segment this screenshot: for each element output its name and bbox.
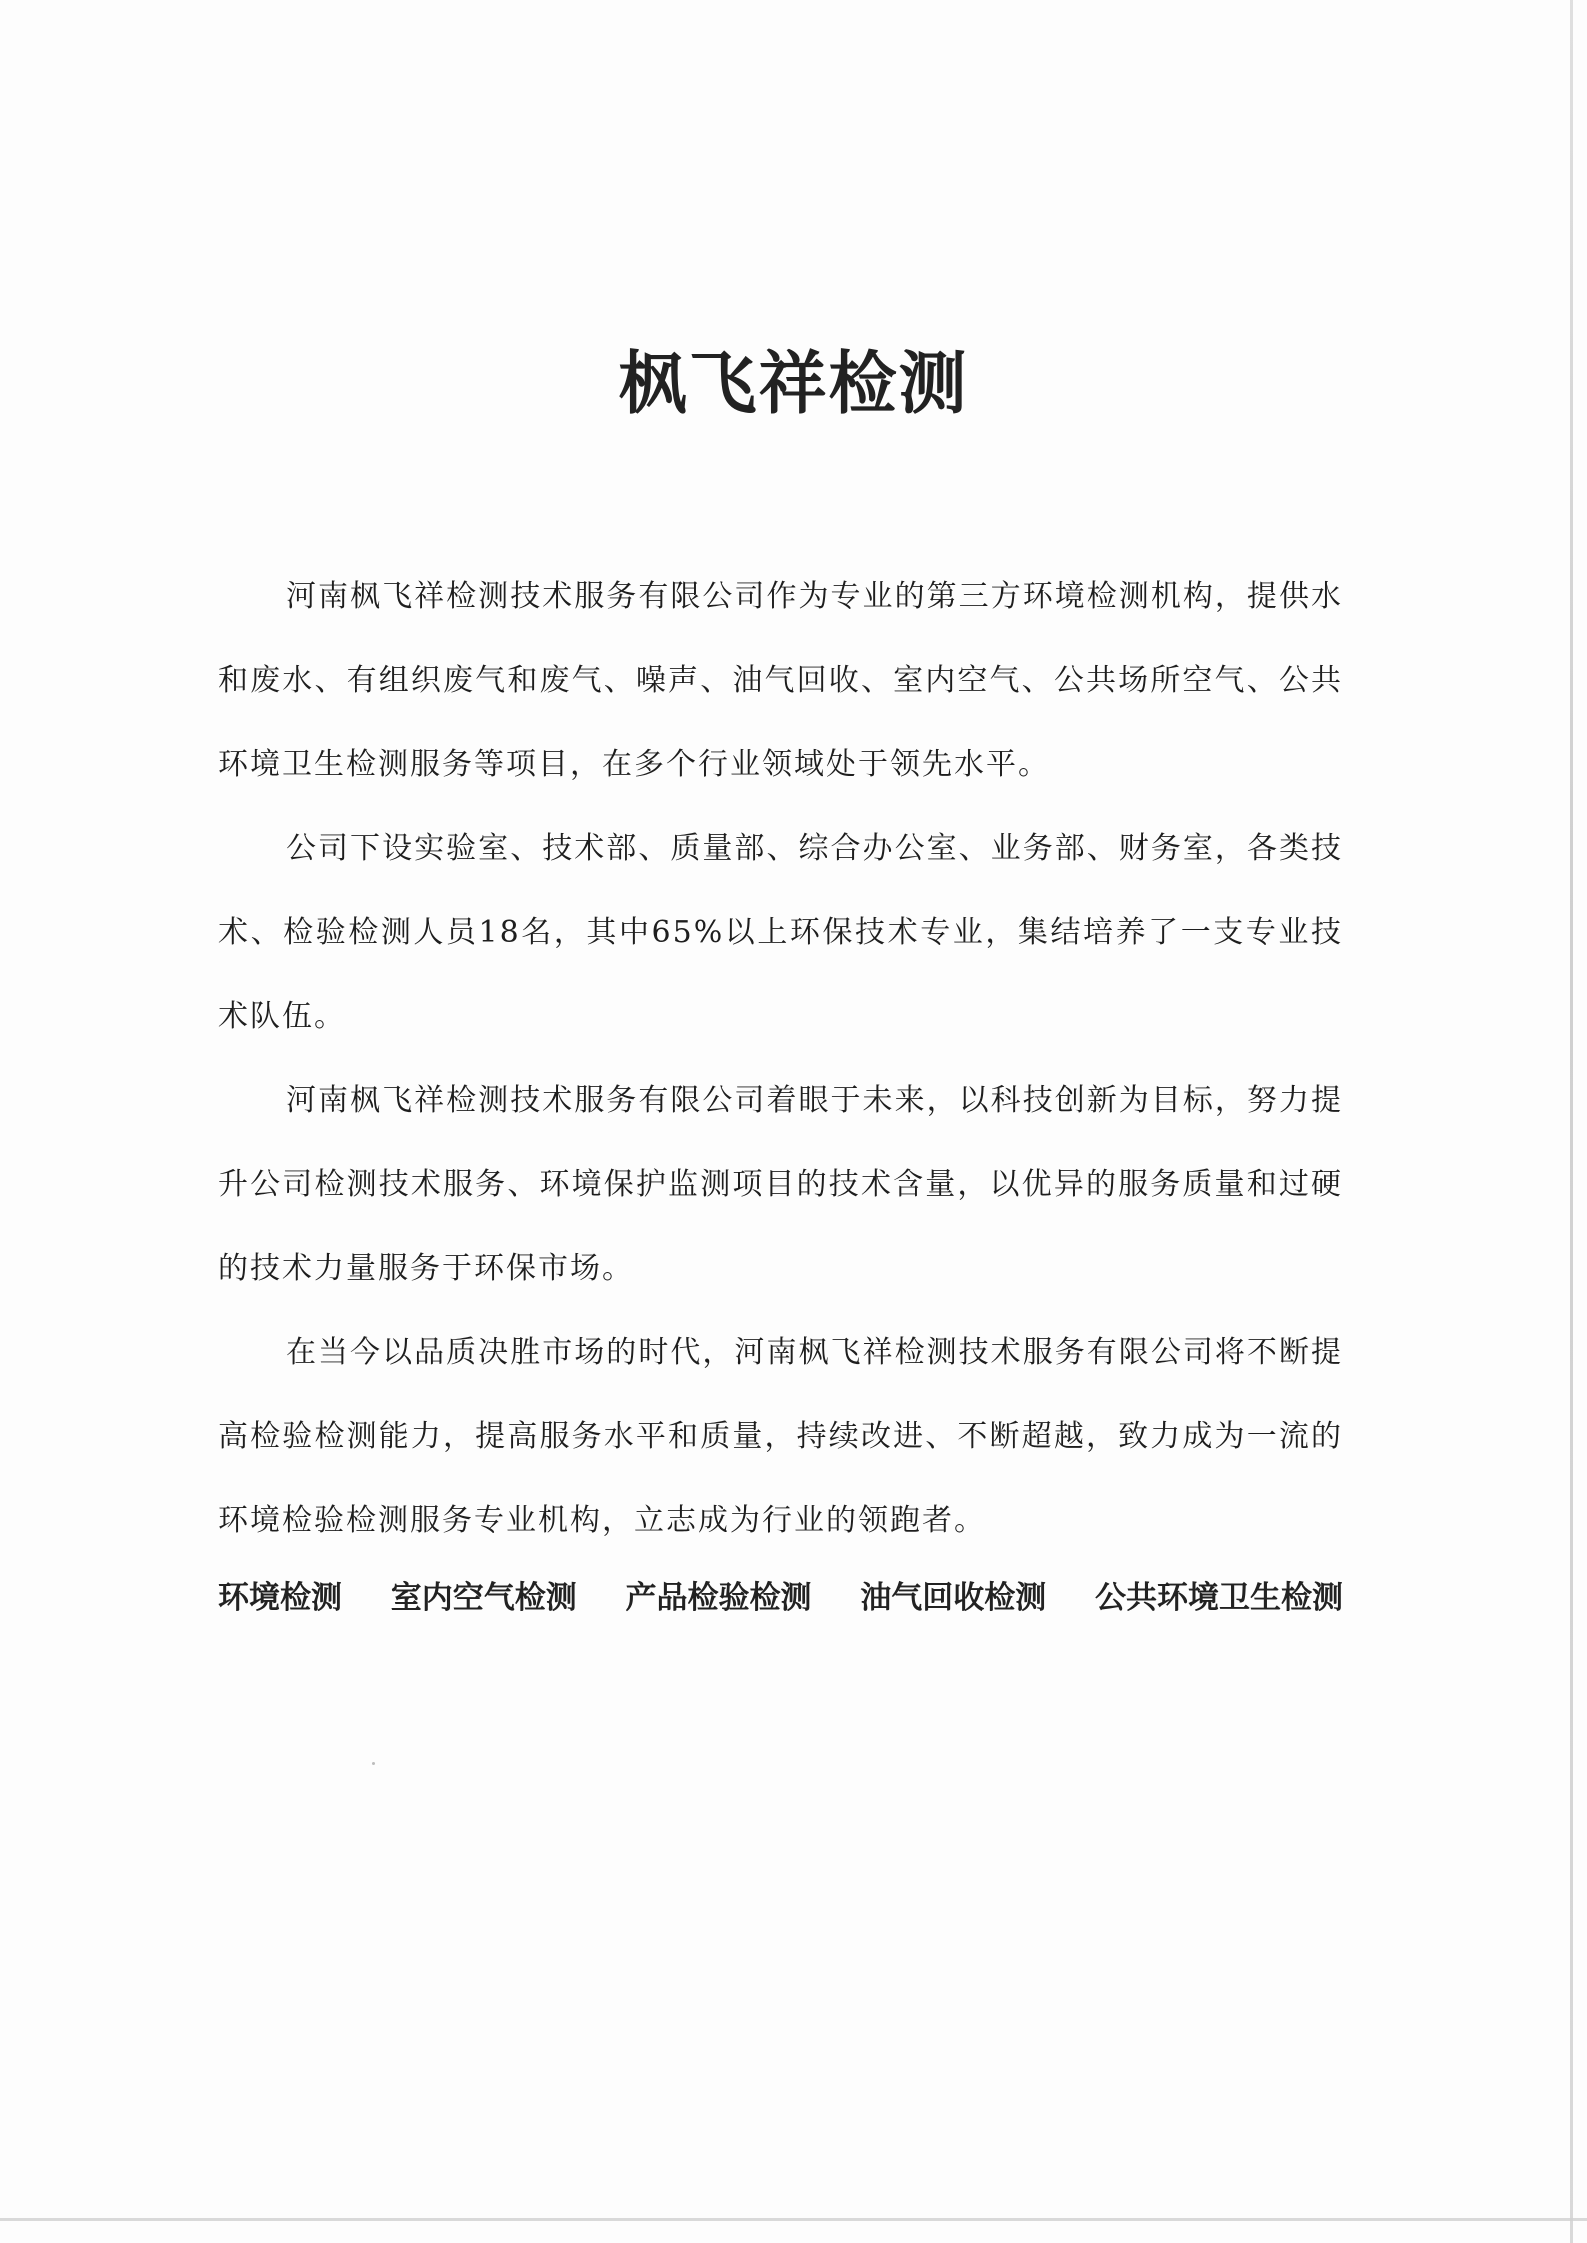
document-title: 枫飞祥检测 [618,345,969,424]
keyword-public-hygiene: 公共环境卫生检测 [1095,1580,1343,1616]
scan-speck [372,1762,375,1765]
paragraph-2: 公司下设实验室、技术部、质量部、综合办公室、业务部、财务室，各类技术、检验检测人员18名，其中65%以上环保技术专业，集结培养了一支专业技术队伍。 [218,831,1343,1034]
paragraph-1: 河南枫飞祥检测技术服务有限公司作为专业的第三方环境检测机构，提供水和废水、有组织废气和废气、噪声、油气回收、室内空气、公共场所空气、公共环境卫生检测服务等项目，在多个行业领域处于领先水平。 [218,579,1343,782]
keyword-product-inspection: 产品检验检测 [625,1580,812,1616]
service-keywords [218,1572,1343,1617]
scan-edge-bottom [0,2218,1587,2221]
keyword-indoor-air: 室内空气检测 [390,1580,577,1616]
keyword-vapor-recovery: 油气回收检测 [860,1580,1047,1616]
paragraph-4: 在当今以品质决胜市场的时代，河南枫飞祥检测技术服务有限公司将不断提高检验检测能力，提高服务水平和质量，持续改进、不断超越，致力成为一流的环境检验检测服务专业机构，立志成为行业的领跑者。 [218,1335,1343,1538]
body-text [218,555,1343,1563]
keyword-environment: 环境检测 [218,1580,342,1616]
paragraph-3: 河南枫飞祥检测技术服务有限公司着眼于未来，以科技创新为目标，努力提升公司检测技术服务、环境保护监测项目的技术含量，以优异的服务质量和过硬的技术力量服务于环保市场。 [218,1083,1343,1286]
